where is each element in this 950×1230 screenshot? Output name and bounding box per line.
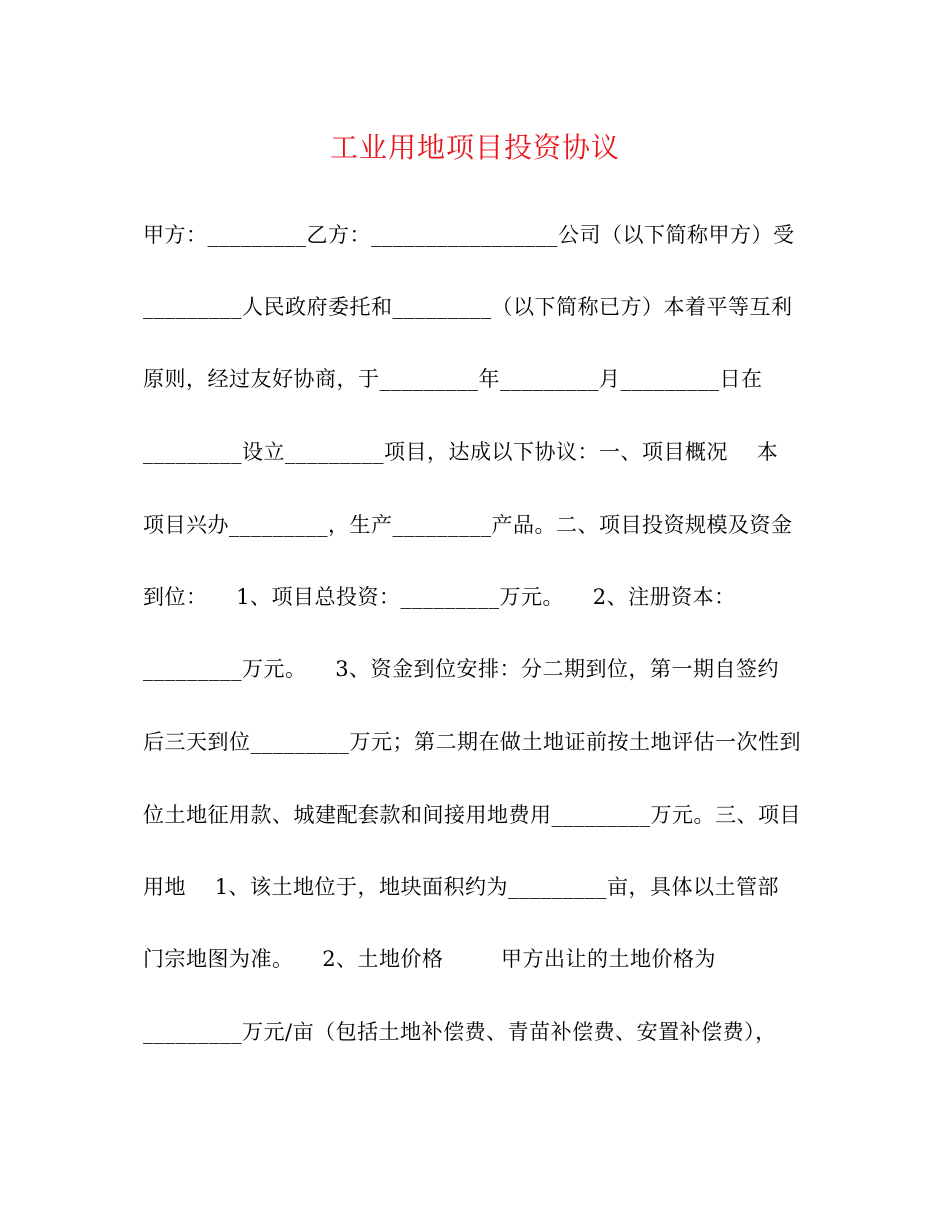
body-line: _________人民政府委托和_________（以下简称已方）本着平等互利 bbox=[143, 295, 793, 319]
body-line: 用地 1、该土地位于，地块面积约为_________亩，具体以土管部 bbox=[143, 875, 780, 899]
body-line: 到位： 1、项目总投资：_________万元。 2、注册资本： bbox=[143, 585, 736, 609]
body-line: _________万元。 3、资金到位安排：分二期到位，第一期自签约 bbox=[143, 657, 780, 681]
body-line: 后三天到位_________万元；第二期在做土地证前按土地评估一次性到 bbox=[143, 730, 801, 754]
body-line: 门宗地图为准。 2、土地价格 甲方出让的土地价格为 bbox=[143, 947, 716, 971]
body-line: 位土地征用款、城建配套款和间接用地费用_________万元。三、项目 bbox=[143, 803, 801, 827]
body-line: _________万元/亩（包括土地补偿费、青苗补偿费、安置补偿费）， bbox=[143, 1020, 777, 1044]
body-line: 原则，经过友好协商，于_________年_________月_________日在 bbox=[143, 367, 763, 391]
document-title: 工业用地项目投资协议 bbox=[329, 131, 620, 164]
body-line: _________设立_________项目，达成以下协议：一、项目概况 本 bbox=[143, 440, 779, 464]
body-line: 项目兴办_________，生产_________产品。二、项目投资规模及资金 bbox=[143, 513, 793, 537]
body-line: 甲方：_________乙方：_________________公司（以下简称甲方）受 bbox=[143, 223, 795, 247]
